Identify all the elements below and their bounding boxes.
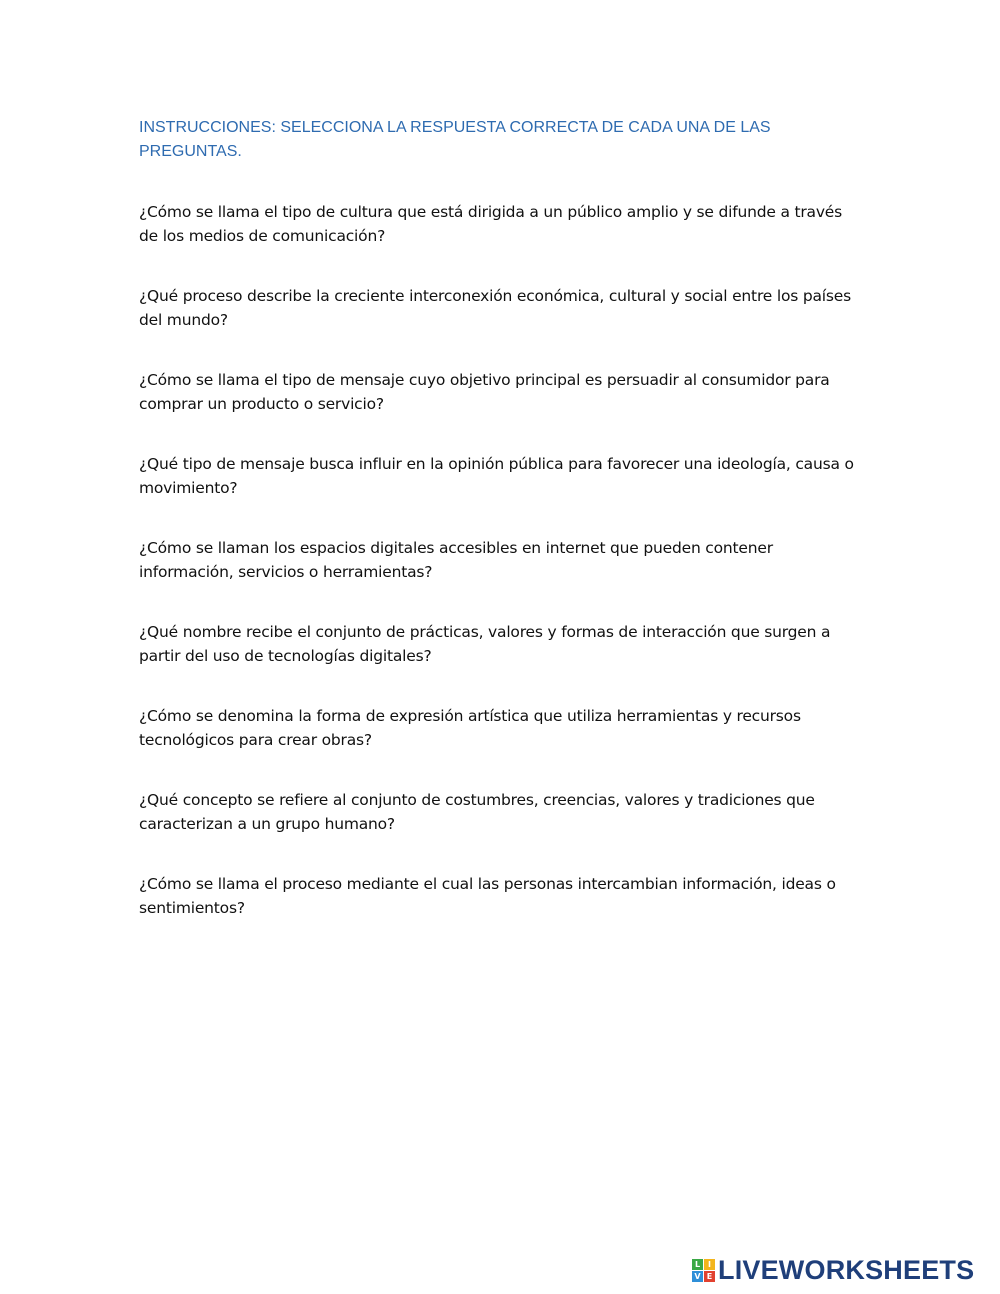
instructions-text: INSTRUCCIONES: SELECCIONA LA RESPUESTA CORRECTA DE CADA UNA DE LAS PREGUNTAS. [139,119,771,160]
question-item: ¿Cómo se llama el proceso mediante el cual las personas intercambian información, ideas o sentimientos? [139,875,836,917]
logo-mark-letter: I [704,1259,715,1270]
question-item: ¿Qué concepto se refiere al conjunto de costumbres, creencias, valores y tradiciones que caracterizan a un grupo humano? [139,791,815,833]
question-item: ¿Qué nombre recibe el conjunto de prácticas, valores y formas de interacción que surgen a partir del uso de tecnologías digitales? [139,623,831,665]
logo-mark-letter: E [704,1271,715,1282]
liveworksheets-logo-icon [692,1259,715,1282]
question-item: ¿Qué proceso describe la creciente interconexión económica, cultural y social entre los países del mundo? [139,287,851,329]
logo-text: LIVEWORKSHEETS [718,1254,975,1285]
logo-mark-letter: L [692,1259,703,1270]
question-item: ¿Cómo se denomina la forma de expresión artística que utiliza herramientas y recursos tecnológicos para crear obras? [139,707,801,749]
logo-mark-letter: V [692,1271,703,1282]
question-item: ¿Qué tipo de mensaje busca influir en la opinión pública para favorecer una ideología, causa o movimiento? [139,455,854,497]
question-list [139,200,864,956]
question-item: ¿Cómo se llama el tipo de cultura que está dirigida a un público amplio y se difunde a través de los medios de comunicación? [139,203,842,245]
question-item: ¿Cómo se llama el tipo de mensaje cuyo objetivo principal es persuadir al consumidor para comprar un producto o servicio? [139,371,830,413]
liveworksheets-logo[interactable] [692,1256,974,1284]
question-item: ¿Cómo se llaman los espacios digitales accesibles en internet que pueden contener información, servicios o herramientas? [139,539,773,581]
